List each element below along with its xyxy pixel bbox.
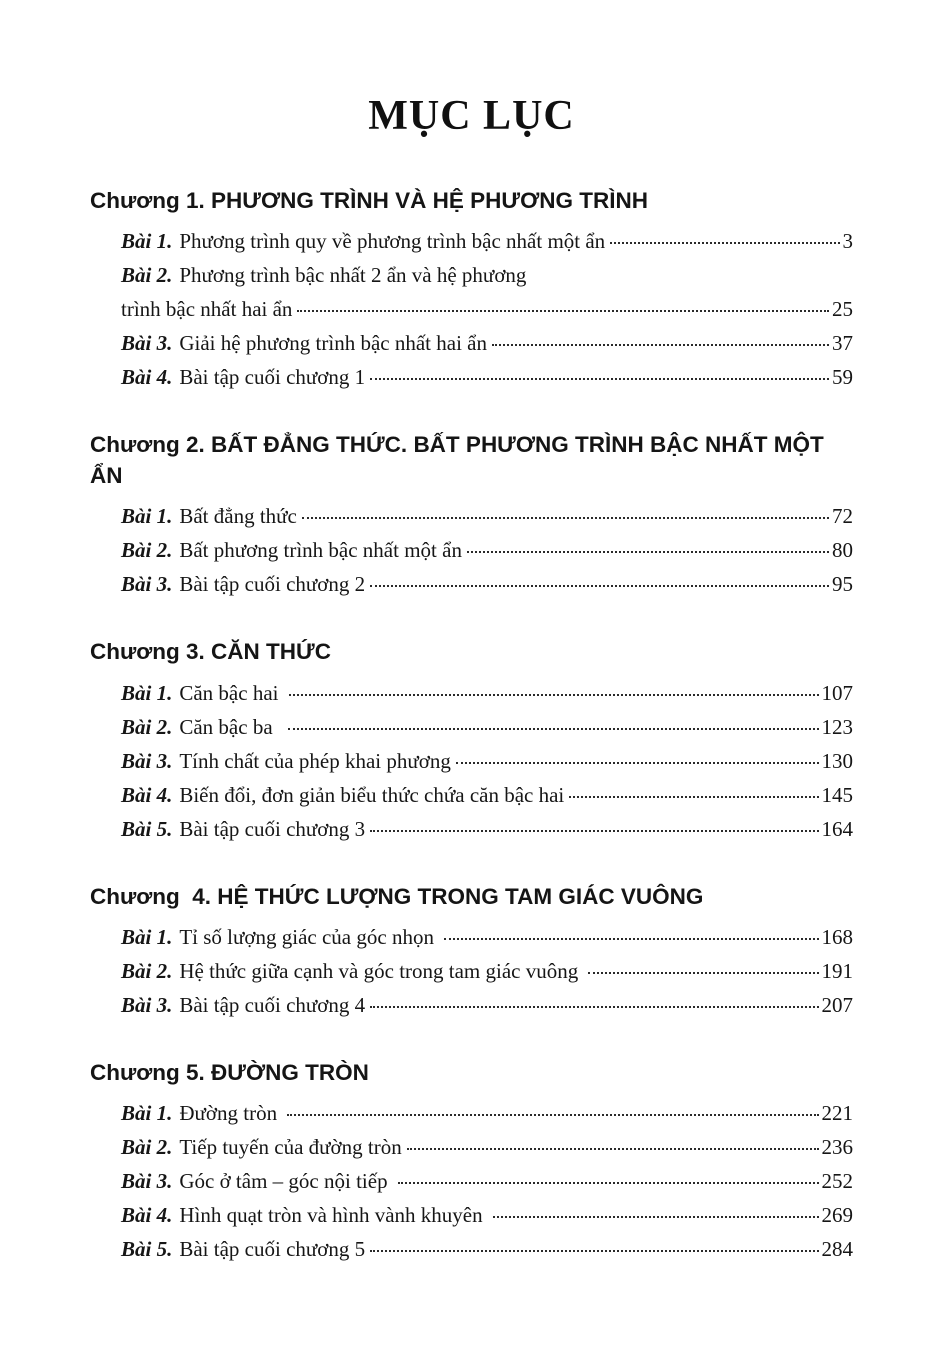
toc-entry	[121, 988, 853, 1022]
entry-label: Bài 3.	[121, 748, 173, 773]
entry-title: Bài tập cuối chương 4	[179, 992, 366, 1017]
entry-title: Phương trình bậc nhất 2 ẩn và hệ phương	[179, 263, 527, 288]
entry-page-number: 284	[821, 1237, 853, 1262]
dot-leader	[588, 972, 818, 974]
entry-title: trình bậc nhất hai ẩn	[121, 297, 293, 322]
entry-label: Bài 1.	[121, 924, 173, 949]
entry-title: Tỉ số lượng giác của góc nhọn	[179, 924, 440, 949]
entry-title: Căn bậc hai	[179, 680, 284, 705]
dot-leader	[302, 517, 829, 519]
dot-leader	[492, 344, 829, 346]
entry-label: Bài 1.	[121, 504, 173, 529]
entry-label: Bài 1.	[121, 680, 173, 705]
entry-title: Giải hệ phương trình bậc nhất hai ẩn	[179, 331, 487, 356]
entry-title: Bài tập cuối chương 1	[179, 365, 366, 390]
toc-entry	[121, 360, 853, 394]
chapter-items	[90, 920, 853, 1022]
chapter-heading: Chương 3. CĂN THỨC	[90, 639, 331, 665]
dot-leader	[297, 310, 829, 312]
toc-chapter	[90, 186, 853, 394]
entry-page-number: 252	[821, 1169, 853, 1194]
toc-entry	[121, 710, 853, 744]
entry-label: Bài 3.	[121, 331, 173, 356]
toc-entry	[121, 1198, 853, 1232]
page-title: MỤC LỤC	[368, 93, 575, 139]
entry-page-number: 59	[832, 365, 853, 390]
entry-page-number: 269	[821, 1203, 853, 1228]
entry-title: Biến đổi, đơn giản biểu thức chứa căn bậc hai	[179, 782, 565, 807]
toc-entry	[121, 326, 853, 360]
entry-title: Tính chất của phép khai phương	[179, 748, 451, 773]
entry-label: Bài 2.	[121, 1135, 173, 1160]
entry-label: Bài 2.	[121, 714, 173, 739]
entry-title: Căn bậc ba	[179, 714, 284, 739]
entry-label: Bài 2.	[121, 263, 173, 288]
dot-leader	[287, 1114, 818, 1116]
toc-entry	[121, 744, 853, 778]
dot-leader	[370, 378, 829, 380]
dot-leader	[407, 1148, 819, 1150]
entry-label: Bài 2.	[121, 538, 173, 563]
entry-label: Bài 3.	[121, 572, 173, 597]
entry-label: Bài 4.	[121, 782, 173, 807]
entry-title: Đường tròn	[179, 1101, 283, 1126]
entry-label: Bài 4.	[121, 365, 173, 390]
toc-entry	[121, 1130, 853, 1164]
entry-title: Góc ở tâm – góc nội tiếp	[179, 1169, 393, 1194]
entry-page-number: 25	[832, 297, 853, 322]
entry-title: Hình quạt tròn và hình vành khuyên	[179, 1203, 488, 1228]
entry-page-number: 221	[821, 1101, 853, 1126]
dot-leader	[444, 938, 818, 940]
entry-label: Bài 4.	[121, 1203, 173, 1228]
toc	[90, 186, 853, 1266]
toc-entry	[121, 812, 853, 846]
chapter-items	[90, 499, 853, 601]
toc-entry	[121, 533, 853, 567]
entry-title: Bài tập cuối chương 2	[179, 572, 366, 597]
dot-leader	[288, 728, 818, 730]
chapter-items	[90, 224, 853, 394]
entry-label: Bài 2.	[121, 958, 173, 983]
toc-entry	[121, 676, 853, 710]
toc-entry	[121, 1164, 853, 1198]
entry-page-number: 130	[821, 748, 853, 773]
dot-leader	[493, 1216, 819, 1218]
entry-page-number: 95	[832, 572, 853, 597]
entry-page-number: 37	[832, 331, 853, 356]
toc-entry	[121, 1096, 853, 1130]
entry-page-number: 207	[821, 992, 853, 1017]
toc-entry	[121, 778, 853, 812]
entry-page-number: 236	[821, 1135, 853, 1160]
toc-entry	[121, 567, 853, 601]
entry-page-number: 145	[821, 782, 853, 807]
entry-title: Bất đẳng thức	[179, 504, 297, 529]
entry-label: Bài 1.	[121, 229, 173, 254]
entry-label: Bài 5.	[121, 1237, 173, 1262]
chapter-heading: Chương 2. BẤT ĐẲNG THỨC. BẤT PHƯƠNG TRÌNH BẬC NHẤT MỘT ẨN	[90, 432, 831, 488]
entry-page-number: 168	[821, 924, 853, 949]
dot-leader	[370, 830, 818, 832]
entry-label: Bài 1.	[121, 1101, 173, 1126]
chapter-items	[90, 676, 853, 846]
toc-chapter	[90, 882, 853, 1022]
dot-leader	[398, 1182, 819, 1184]
dot-leader	[569, 796, 818, 798]
toc-entry	[121, 1232, 853, 1266]
dot-leader	[456, 762, 819, 764]
toc-entry	[121, 292, 853, 326]
entry-title: Hệ thức giữa cạnh và góc trong tam giác vuông	[179, 958, 584, 983]
toc-entry	[121, 920, 853, 954]
dot-leader	[370, 585, 829, 587]
toc-chapter	[90, 637, 853, 845]
chapter-heading: Chương 1. PHƯƠNG TRÌNH VÀ HỆ PHƯƠNG TRÌNH	[90, 188, 649, 213]
dot-leader	[610, 242, 839, 244]
toc-entry	[121, 224, 853, 258]
entry-page-number: 80	[832, 538, 853, 563]
entry-label: Bài 3.	[121, 992, 173, 1017]
chapter-heading: Chương 5. ĐƯỜNG TRÒN	[90, 1059, 369, 1085]
dot-leader	[370, 1250, 818, 1252]
entry-page-number: 107	[821, 680, 853, 705]
entry-title: Bất phương trình bậc nhất một ẩn	[179, 538, 462, 563]
entry-title: Bài tập cuối chương 3	[179, 816, 366, 841]
toc-entry	[121, 499, 853, 533]
chapter-items	[90, 1096, 853, 1266]
entry-page-number: 123	[821, 714, 853, 739]
entry-page-number: 3	[842, 229, 853, 254]
toc-entry	[121, 258, 853, 292]
entry-page-number: 164	[821, 816, 853, 841]
entry-title: Tiếp tuyến của đường tròn	[179, 1135, 402, 1160]
entry-title: Phương trình quy về phương trình bậc nhất một ẩn	[179, 229, 606, 254]
entry-label: Bài 3.	[121, 1169, 173, 1194]
toc-entry	[121, 954, 853, 988]
toc-chapter	[90, 1058, 853, 1266]
dot-leader	[289, 694, 819, 696]
entry-title: Bài tập cuối chương 5	[179, 1237, 366, 1262]
dot-leader	[467, 551, 829, 553]
entry-label: Bài 5.	[121, 816, 173, 841]
dot-leader	[370, 1006, 818, 1008]
entry-page-number: 72	[832, 504, 853, 529]
entry-page-number: 191	[821, 958, 853, 983]
toc-chapter	[90, 430, 853, 601]
chapter-heading: Chương 4. HỆ THỨC LƯỢNG TRONG TAM GIÁC VUÔNG	[90, 883, 704, 909]
